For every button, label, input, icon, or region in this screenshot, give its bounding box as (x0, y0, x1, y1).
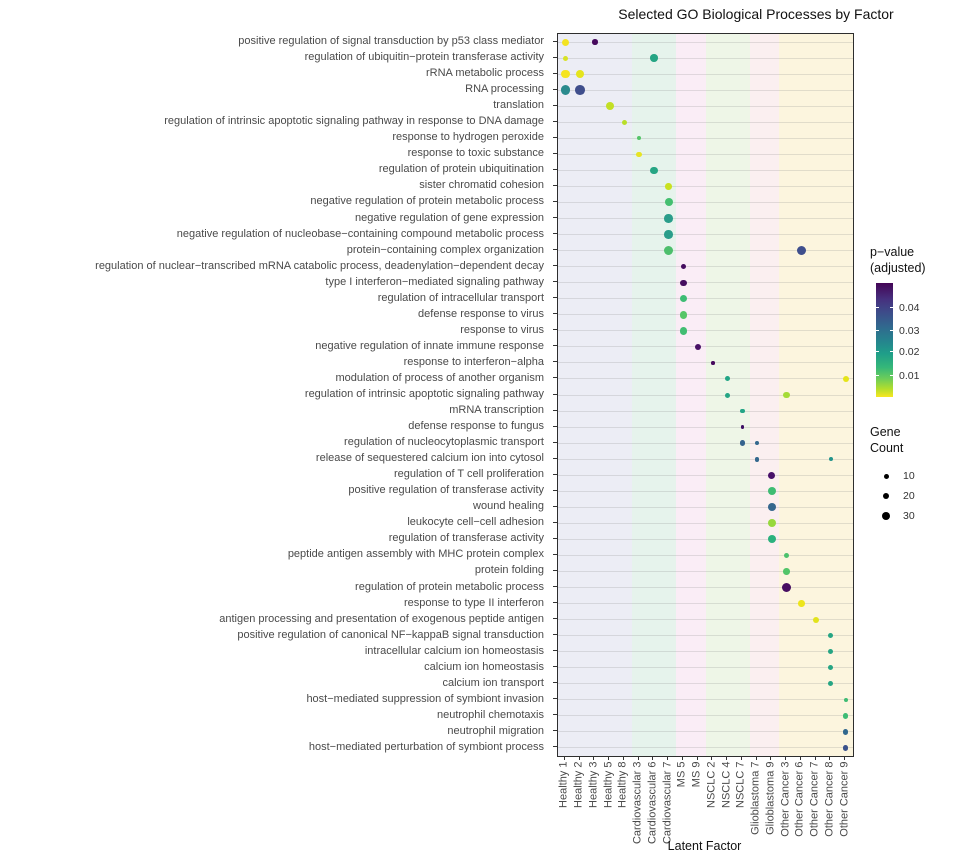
gridline (558, 715, 853, 716)
y-axis-label: translation (493, 99, 544, 112)
gridline (558, 250, 853, 251)
y-tick (553, 153, 557, 154)
data-point (575, 85, 585, 95)
data-point (650, 54, 658, 62)
color-legend-title-line1: p−value (870, 245, 915, 259)
x-axis-label: Glioblastoma 7 (749, 761, 762, 835)
y-axis-label: negative regulation of innate immune response (315, 339, 544, 352)
data-point (680, 311, 688, 319)
gridline (558, 683, 853, 684)
x-axis-label: Healthy 2 (572, 761, 585, 808)
y-axis-label: response to interferon−alpha (403, 355, 544, 368)
gridline (558, 362, 853, 363)
y-tick (553, 426, 557, 427)
gridline (558, 475, 853, 476)
y-tick (553, 442, 557, 443)
gridline (558, 202, 853, 203)
y-axis-label: positive regulation of canonical NF−kappaB signal transduction (237, 628, 544, 641)
x-tick (579, 756, 580, 760)
x-tick (770, 756, 771, 760)
data-point (622, 120, 627, 125)
data-point (563, 56, 568, 61)
y-tick (553, 554, 557, 555)
data-point (664, 214, 673, 223)
size-legend-dot (882, 512, 890, 520)
x-tick (623, 756, 624, 760)
gradient-tick (890, 375, 893, 376)
gridline (558, 330, 853, 331)
y-axis-label: response to type II interferon (403, 596, 544, 609)
y-tick (553, 746, 557, 747)
gridline (558, 314, 853, 315)
gradient-tick (890, 330, 893, 331)
size-legend-title-line1: Gene (870, 425, 901, 439)
y-axis-label: peptide antigen assembly with MHC protein complex (287, 548, 544, 561)
y-tick (553, 377, 557, 378)
y-axis-label: regulation of nuclear−transcribed mRNA catabolic process, deadenylation−dependent decay (95, 259, 544, 272)
gridline (558, 523, 853, 524)
gridline (558, 411, 853, 412)
color-legend-tick-label: 0.01 (899, 370, 920, 383)
y-axis-label: regulation of intrinsic apoptotic signaling pathway (304, 388, 544, 400)
y-axis-label: modulation of process of another organism (335, 371, 544, 384)
gridline (558, 106, 853, 107)
x-axis-label: Healthy 5 (602, 761, 615, 808)
gridline (558, 282, 853, 283)
y-tick (553, 313, 557, 314)
y-axis-label: response to toxic substance (407, 147, 544, 160)
color-legend-title-line2: (adjusted) (870, 261, 926, 275)
gridline (558, 555, 853, 556)
x-axis-label: Healthy 3 (587, 761, 600, 808)
y-tick (553, 506, 557, 507)
y-axis-label: negative regulation of protein metabolic process (310, 195, 544, 208)
y-axis-label: regulation of ubiquitin−protein transferase activity (304, 51, 544, 64)
y-axis-label: regulation of nucleocytoplasmic transport (344, 436, 544, 449)
y-tick (553, 265, 557, 266)
gene-count-size-legend (870, 424, 959, 522)
data-point (561, 70, 570, 79)
x-axis-label: Cardiovascular 6 (646, 761, 659, 845)
y-axis-label: positive regulation of signal transduction by p53 class mediator (238, 35, 544, 48)
gradient-tick (876, 351, 879, 352)
gridline (558, 138, 853, 139)
gradient-tick (890, 307, 893, 308)
y-axis-label: regulation of protein ubiquitination (378, 163, 544, 176)
y-axis-label: regulation of intrinsic apoptotic signaling pathway in response to DNA damage (164, 115, 544, 128)
color-legend-tick-label: 0.03 (899, 324, 920, 337)
data-point (636, 152, 642, 158)
y-tick (553, 410, 557, 411)
y-tick (553, 89, 557, 90)
x-tick (593, 756, 594, 760)
gridline (558, 346, 853, 347)
y-tick (553, 682, 557, 683)
x-axis-label: Other Cancer 7 (808, 761, 821, 837)
y-axis-label: neutrophil chemotaxis (436, 708, 544, 721)
y-axis-label: protein folding (474, 564, 544, 577)
gridline (558, 234, 853, 235)
y-axis-label: rRNA metabolic process (426, 67, 544, 80)
gridline (558, 571, 853, 572)
gridline (558, 122, 853, 123)
y-tick (553, 698, 557, 699)
y-tick (553, 281, 557, 282)
x-tick (815, 756, 816, 760)
y-tick (553, 602, 557, 603)
y-tick (553, 570, 557, 571)
gridline (558, 42, 853, 43)
size-legend-title-line2: Count (870, 441, 904, 455)
data-point (740, 409, 745, 414)
y-axis-label: release of sequestered calcium ion into cytosol (315, 452, 544, 465)
data-point (741, 425, 745, 429)
data-point (843, 745, 849, 751)
data-point (725, 393, 730, 398)
data-point (664, 230, 673, 239)
data-point (843, 713, 849, 719)
size-legend-label: 30 (903, 510, 915, 522)
gridline (558, 539, 853, 540)
gridline (558, 459, 853, 460)
x-tick (667, 756, 668, 760)
size-legend-label: 20 (903, 490, 915, 502)
y-axis-label: neutrophil migration (447, 724, 544, 737)
y-tick (553, 586, 557, 587)
size-legend-label: 10 (903, 470, 915, 482)
gradient-tick (890, 351, 893, 352)
data-point (843, 376, 849, 382)
gridline (558, 58, 853, 59)
y-axis-label: calcium ion homeostasis (424, 660, 544, 673)
y-tick (553, 458, 557, 459)
y-tick (553, 297, 557, 298)
x-axis-label: Healthy 8 (616, 761, 629, 808)
data-point (562, 39, 569, 46)
gradient-tick (876, 307, 879, 308)
gridline (558, 218, 853, 219)
y-axis-label: antigen processing and presentation of exogenous peptide antigen (219, 612, 544, 625)
data-point (755, 457, 760, 462)
x-axis-label: Cardiovascular 3 (631, 761, 644, 845)
y-tick (553, 249, 557, 250)
data-point (650, 167, 658, 175)
gridline (558, 266, 853, 267)
y-tick (553, 185, 557, 186)
size-legend-dot (884, 474, 889, 479)
x-tick (564, 756, 565, 760)
data-point (797, 246, 806, 255)
data-point (606, 102, 614, 110)
y-tick (553, 474, 557, 475)
y-axis-labels (0, 33, 550, 755)
data-point (844, 698, 848, 702)
data-point (695, 344, 701, 350)
x-axis-label: Healthy 1 (557, 761, 570, 808)
gradient-tick (876, 375, 879, 376)
gradient-tick (876, 330, 879, 331)
y-axis-label: type I interferon−mediated signaling pathway (325, 275, 544, 288)
x-tick (652, 756, 653, 760)
gridline (558, 186, 853, 187)
y-axis-label: regulation of protein metabolic process (355, 580, 544, 593)
data-point (592, 39, 598, 45)
y-tick (553, 634, 557, 635)
x-axis-label: NSCLC 2 (705, 761, 718, 808)
y-axis-label: regulation of transferase activity (388, 532, 544, 545)
y-tick (553, 650, 557, 651)
y-tick (553, 57, 557, 58)
x-axis-label: Other Cancer 6 (793, 761, 806, 837)
y-axis-label: response to virus (460, 323, 544, 336)
x-tick (785, 756, 786, 760)
chart-title: Selected GO Biological Processes by Factor (618, 6, 894, 22)
x-axis-label: Other Cancer 9 (838, 761, 851, 837)
color-legend-tick-label: 0.02 (899, 346, 920, 359)
x-tick (741, 756, 742, 760)
x-tick (711, 756, 712, 760)
y-tick (553, 714, 557, 715)
y-tick (553, 233, 557, 234)
y-tick (553, 394, 557, 395)
gridline (558, 491, 853, 492)
y-tick (553, 169, 557, 170)
y-axis-label: protein−containing complex organization (346, 243, 544, 256)
x-axis-label: Other Cancer 8 (823, 761, 836, 837)
y-axis-label: mRNA transcription (449, 404, 544, 417)
y-tick (553, 345, 557, 346)
y-axis-label: negative regulation of nucleobase−containing compound metabolic process (176, 227, 544, 240)
gridline (558, 603, 853, 604)
data-point (740, 440, 746, 446)
x-tick (844, 756, 845, 760)
y-tick (553, 201, 557, 202)
y-axis-label: host−mediated perturbation of symbiont process (308, 740, 544, 753)
color-legend-tick-label: 0.04 (899, 301, 920, 314)
x-tick (726, 756, 727, 760)
y-tick (553, 121, 557, 122)
gridline (558, 378, 853, 379)
gridline (558, 427, 853, 428)
gridline (558, 90, 853, 91)
y-axis-label: leukocyte cell−cell adhesion (407, 516, 544, 529)
size-legend-dot (883, 493, 890, 500)
y-axis-label: defense response to fungus (408, 420, 544, 433)
y-axis-label: RNA processing (465, 83, 544, 96)
gridline (558, 651, 853, 652)
data-point (711, 361, 715, 365)
x-tick (800, 756, 801, 760)
y-tick (553, 329, 557, 330)
y-axis-label: sister chromatid cohesion (419, 179, 544, 192)
y-axis-label: intracellular calcium ion homeostasis (364, 644, 544, 657)
y-axis-label: positive regulation of transferase activity (348, 484, 544, 497)
pvalue-color-legend (870, 244, 959, 383)
y-axis-label: wound healing (473, 500, 544, 513)
x-tick (608, 756, 609, 760)
x-axis-label: MS 9 (690, 761, 703, 788)
y-tick (553, 618, 557, 619)
data-point (813, 617, 819, 623)
y-tick (553, 105, 557, 106)
data-point (798, 600, 805, 607)
y-tick (553, 730, 557, 731)
x-tick (697, 756, 698, 760)
y-axis-label: regulation of intracellular transport (377, 291, 544, 304)
gridline (558, 154, 853, 155)
gridline (558, 619, 853, 620)
gridline (558, 731, 853, 732)
y-axis-label: regulation of T cell proliferation (393, 468, 544, 481)
y-axis-label: host−mediated suppression of symbiont invasion (306, 692, 544, 705)
viridis-gradient-bar (876, 283, 893, 397)
x-axis-label: NSCLC 4 (720, 761, 733, 808)
y-tick (553, 538, 557, 539)
gridline (558, 667, 853, 668)
data-point (665, 183, 672, 190)
y-tick (553, 41, 557, 42)
plot-panel (557, 33, 854, 757)
y-tick (553, 522, 557, 523)
gridline (558, 747, 853, 748)
x-axis-label: NSCLC 7 (734, 761, 747, 808)
x-tick (756, 756, 757, 760)
data-point (783, 568, 790, 575)
y-tick (553, 666, 557, 667)
x-axis-label: Cardiovascular 7 (661, 761, 674, 845)
gridline (558, 635, 853, 636)
gridline (558, 298, 853, 299)
gridline (558, 170, 853, 171)
x-axis-label: Other Cancer 3 (779, 761, 792, 837)
y-tick (553, 490, 557, 491)
x-tick (829, 756, 830, 760)
data-point (680, 280, 686, 286)
data-point (843, 729, 849, 735)
y-tick (553, 217, 557, 218)
gridline (558, 507, 853, 508)
x-tick (638, 756, 639, 760)
x-tick (682, 756, 683, 760)
y-axis-label: calcium ion transport (442, 676, 544, 689)
x-axis-label: Glioblastoma 9 (764, 761, 777, 835)
gridline (558, 699, 853, 700)
gridline (558, 395, 853, 396)
data-point (680, 327, 688, 335)
y-tick (553, 361, 557, 362)
y-tick (553, 73, 557, 74)
y-axis-label: negative regulation of gene expression (355, 211, 544, 224)
gridline (558, 443, 853, 444)
gridline (558, 74, 853, 75)
y-tick (553, 137, 557, 138)
data-point (561, 85, 571, 95)
data-point (783, 392, 790, 399)
y-axis-label: defense response to virus (418, 307, 544, 320)
x-axis-label: MS 5 (675, 761, 688, 788)
y-axis-label: response to hydrogen peroxide (392, 131, 544, 144)
x-axis-title: Latent Factor (667, 839, 742, 853)
gridline (558, 587, 853, 588)
